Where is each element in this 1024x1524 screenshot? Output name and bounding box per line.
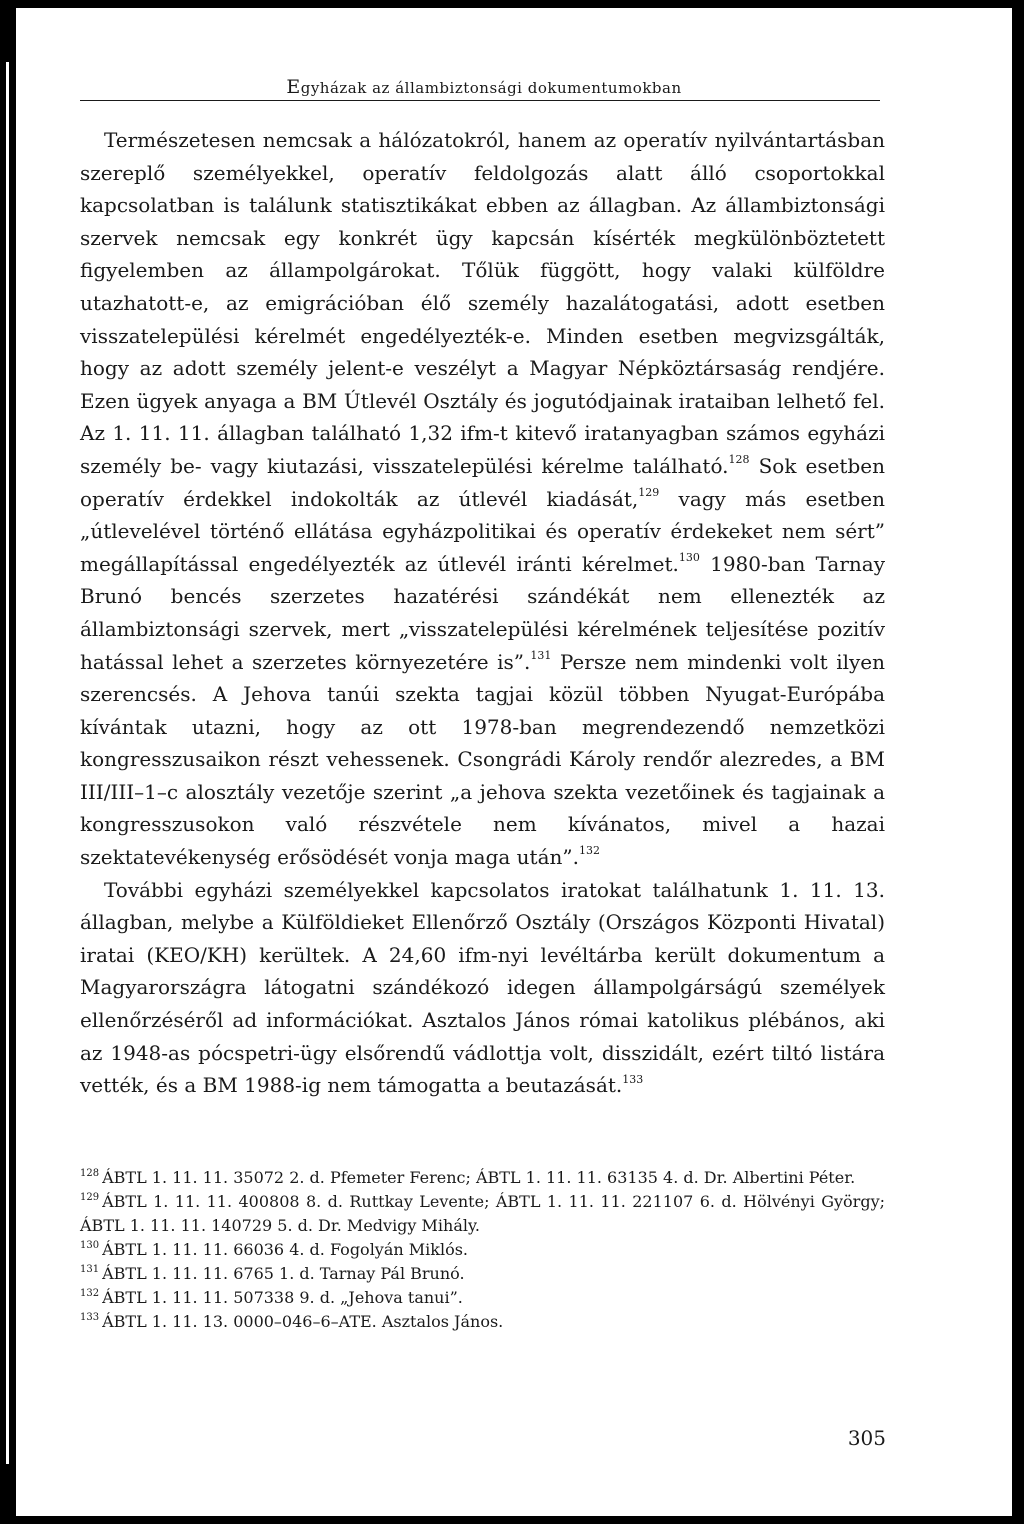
footnote-number: 128	[80, 1167, 100, 1179]
footnote-ref-129: 129	[638, 485, 660, 499]
paragraph-2	[80, 874, 885, 1102]
scan-edge	[6, 62, 9, 1464]
footnote	[80, 1310, 885, 1334]
footnote-ref-128: 128	[728, 453, 750, 467]
footnotes	[80, 1166, 885, 1334]
footnote-number: 132	[80, 1287, 100, 1299]
text-run: Természetesen nemcsak a hálózatokról, hanem az operatív nyilvántartásban szereplő személyekkel, operatív feldolgozás alatt álló csoportokkal kapcsolatban is találunk statisztikákat ebben az állagban. Az állambiztonsági szervek nemcsak egy konkrét ügy kapcsán kísérték megkülönböztetett figyelemben az állampolgárokat. Tőlük függött, hogy valaki külföldre utazhatott-e, az emigrációban élő személy hazalátogatási, adott esetben visszatelepülési kérelmét engedélyezték-e. Minden esetben megvizsgálták, hogy az adott személy jelent-e veszélyt a Magyar Népköztársaság rendjére. Ezen ügyek anyaga a BM Útlevél Osztály és jogutódjainak irataiban lelhető fel. Az 1. 11. 11. állagban található 1,32 ifm-t kitevő iratanyagban számos egyházi személy be- vagy kiutazási, visszatelepülési kérelme található.	[80, 128, 885, 478]
footnote-number: 131	[80, 1263, 100, 1275]
header-rule	[80, 100, 880, 101]
footnote-number: 130	[80, 1239, 100, 1251]
footnote-ref-130: 130	[678, 551, 700, 565]
footnote-ref-133: 133	[622, 1072, 644, 1086]
footnote	[80, 1262, 885, 1286]
footnote-text: ÁBTL 1. 11. 11. 6765 1. d. Tarnay Pál Brunó.	[102, 1264, 465, 1283]
footnote	[80, 1166, 885, 1190]
text-run: Persze nem mindenki volt ilyen szerencsés. A Jehova tanúi szekta tagjai közül többen Nyugat-Európába kívántak utazni, hogy az ott 1978-ban megrendezendő nemzetközi kongresszusaikon részt vehessenek. Csongrádi Károly rendőr alezredes, a BM III/III–1–c alosztály vezetője szerint „a jehova szekta vezetőinek és tagjainak a kongresszusokon való részvétele nem kívánatos, mivel a hazai szektatevékenység erősödését vonja maga után”.	[80, 649, 885, 870]
page-number: 305	[847, 1426, 886, 1450]
footnote-text: ÁBTL 1. 11. 11. 66036 4. d. Fogolyán Miklós.	[102, 1240, 469, 1259]
running-head: Egyházak az állambiztonsági dokumentumokban	[286, 76, 682, 98]
body-text	[80, 124, 885, 1102]
footnote	[80, 1286, 885, 1310]
footnote-ref-132: 132	[578, 844, 600, 858]
text-run: További egyházi személyekkel kapcsolatos iratokat találhatunk 1. 11. 13. állagban, melybe a Külföldieket Ellenőrző Osztály (Országos Központi Hivatal) iratai (KEO/KH) kerültek. A 24,60 ifm-nyi levéltárba került dokumentum a Magyarországra látogatni szándékozó idegen állampolgárságú személyek ellenőrzéséről ad információkat. Asztalos János római katolikus plébános, aki az 1948-as pócspetri-ügy elsőrendű vádlottja volt, disszidált, ezért tiltó listára vették, és a BM 1988-ig nem támogatta a beutazását.	[80, 877, 885, 1098]
footnote	[80, 1238, 885, 1262]
footnote-ref-131: 131	[530, 648, 552, 662]
footnote-text: ÁBTL 1. 11. 11. 400808 8. d. Ruttkay Levente; ÁBTL 1. 11. 11. 221107 6. d. Hölvényi György; ÁBTL 1. 11. 11. 140729 5. d. Dr. Medvigy Mihály.	[80, 1192, 885, 1235]
footnote-number: 129	[80, 1191, 100, 1203]
text-run: vagy más esetben „útlevelével történő ellátása egyházpolitikai és operatív érdekeket nem sért” megállapítással engedélyezték az útlevél iránti kérelmet.	[80, 486, 885, 576]
footnote-text: ÁBTL 1. 11. 11. 507338 9. d. „Jehova tanui”.	[102, 1288, 463, 1307]
book-page	[16, 8, 1012, 1516]
text-run: 1980-ban Tarnay Brunó bencés szerzetes hazatérési szándékát nem ellenezték az állambiztonsági szervek, mert „visszatelepülési kérelmének teljesítése pozitív hatással lehet a szerzetes környezetére is”.	[80, 551, 886, 674]
footnote-text: ÁBTL 1. 11. 11. 35072 2. d. Pfemeter Ferenc; ÁBTL 1. 11. 11. 63135 4. d. Dr. Albertini Péter.	[102, 1168, 856, 1187]
footnote	[80, 1190, 885, 1238]
text-run: Sok esetben operatív érdekkel indokolták az útlevél kiadását,	[80, 453, 885, 511]
footnote-text: ÁBTL 1. 11. 13. 0000–046–6–ATE. Asztalos János.	[102, 1312, 504, 1331]
paragraph-1	[80, 124, 885, 874]
footnote-number: 133	[80, 1311, 100, 1323]
